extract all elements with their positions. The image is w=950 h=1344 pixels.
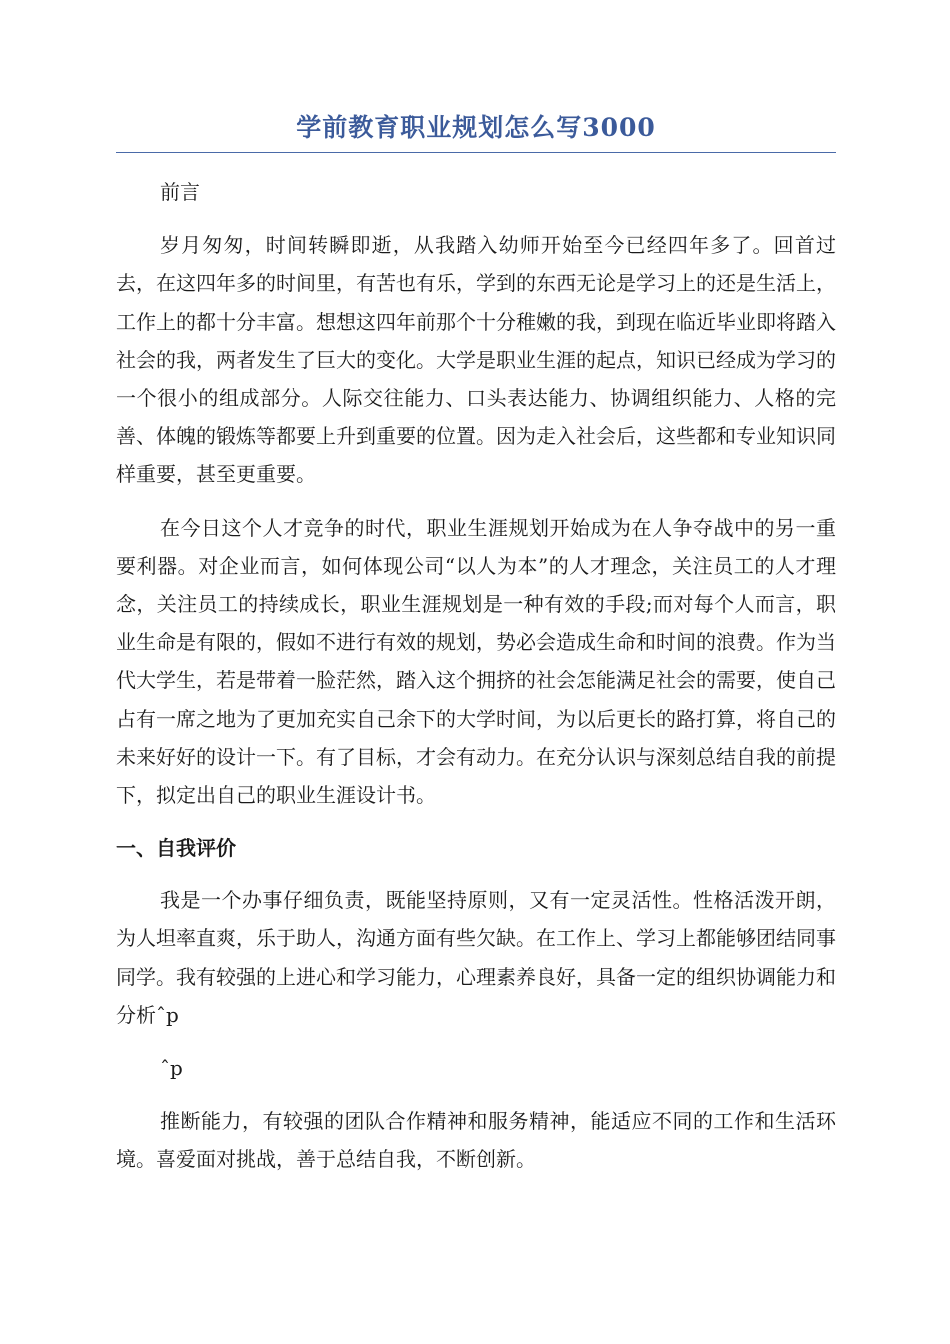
paragraph-artifact: ˆp (160, 1056, 183, 1081)
paragraph-career-planning: 在今日这个人才竞争的时代，职业生涯规划开始成为在人争夺战中的另一重要利器。对企业而言，如何体现公司“以人为本”的人才理念，关注员工的人才理念，关注员工的持续成长，职业生涯规划是一种有效的手段;而对每个人而言，职业生命是有限的，假如不进行有效的规划，势必会造成生命和时间的浪费。作为当代大学生，若是带着一脸茫然，踏入这个拥挤的社会怎能满足社会的需要，使自己占有一席之地为了更加充实自己余下的大学时间，为以后更长的路打算，将自己的未来好好的设计一下。有了目标，才会有动力。在充分认识与深刻总结自我的前提下，拟定出自己的职业生涯设计书。 (116, 515, 836, 808)
section-heading-self-evaluation: 一、自我评价 (116, 836, 236, 861)
document-page (116, 110, 836, 1194)
paragraph-intro: 岁月匆匆，时间转瞬即逝，从我踏入幼师开始至今已经四年多了。回首过去，在这四年多的时间里，有苦也有乐，学到的东西无论是学习上的还是生活上，工作上的都十分丰富。想想这四年前那个十分稚嫩的我，到现在临近毕业即将踏入社会的我，两者发生了巨大的变化。大学是职业生涯的起点，知识已经成为学习的一个很小的组成部分。人际交往能力、口头表达能力、协调组织能力、人格的完善、体魄的锻炼等都要上升到重要的位置。因为走入社会后，这些都和专业知识同样重要，甚至更重要。 (116, 233, 836, 487)
paragraph-preface-label: 前言 (160, 180, 200, 204)
paragraph-self-evaluation: 我是一个办事仔细负责，既能坚持原则，又有一定灵活性。性格活泼开朗，为人坦率直爽，乐于助人，沟通方面有些欠缺。在工作上、学习上都能够团结同事同学。我有较强的上进心和学习能力，心理素养良好，具备一定的组织协调能力和分析ˆp (116, 888, 836, 1027)
title-divider (116, 152, 836, 153)
paragraph-abilities: 推断能力，有较强的团队合作精神和服务精神，能适应不同的工作和生活环境。喜爱面对挑战，善于总结自我，不断创新。 (116, 1109, 836, 1172)
document-title: 学前教育职业规划怎么写3000 (296, 113, 656, 142)
